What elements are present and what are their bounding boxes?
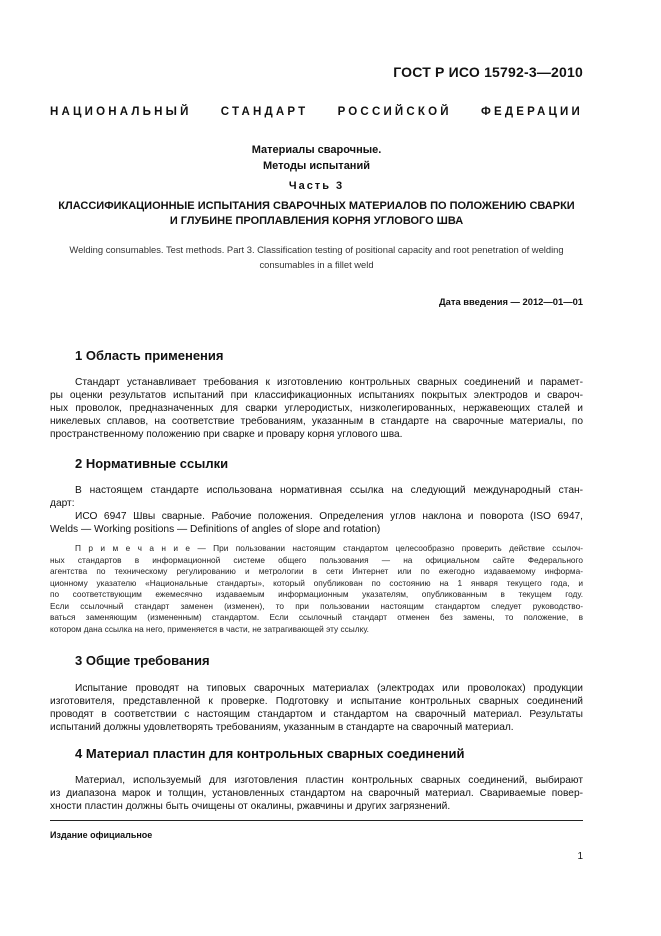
- note-line: Если ссылочный стандарт заменен (изменен), то при пользовании настоящим стандартом следует руководство-: [50, 600, 583, 611]
- note-line: котором дана ссылка на него, применяется в части, не затрагивающей эту ссылку.: [50, 623, 369, 634]
- note-line: агентства по техническому регулированию и метрологии в сети Интернет или по ежегодно издаваемому информа-: [50, 566, 583, 576]
- text-line: Материал, используемый для изготовления пластин контрольных сварных соединений, выбирают: [75, 775, 583, 786]
- official-edition-label: Издание официальное: [50, 830, 153, 840]
- main-title-line: И ГЛУБИНЕ ПРОПЛАВЛЕНИЯ КОРНЯ УГЛОВОГО ШВА: [169, 215, 464, 227]
- footer-divider: [50, 820, 583, 821]
- title-line-1: Материалы сварочные.: [251, 144, 382, 156]
- text-line: Стандарт устанавливает требования к изготовлению контрольных сварных соединений и парамет-: [75, 377, 583, 388]
- section-1-heading: 1 Область применения: [75, 348, 224, 363]
- note-line: ционному указателю «Национальные стандарты», который опубликован по состоянию на 1 января текущего года, и: [50, 577, 583, 588]
- note-line: ных стандартов в информационной системе общего пользования — на официальном сайте Федерального: [50, 554, 583, 565]
- text-line: хности пластин должны быть очищены от окалины, ржавчины и других загрязнений.: [50, 801, 451, 813]
- note-line: по соответствующим ежемесячно издаваемым информационным указателям, опубликованным в текущем году.: [50, 589, 583, 599]
- text-line: из диапазона марок и толщин, установленных стандартом на сварочный материал. Свариваемые повер-: [50, 788, 583, 800]
- date-of-introduction: Дата введения — 2012—01—01: [438, 296, 583, 307]
- text-line: никелевых сплавов, на соответствие требованиям, указанным в стандарте на сварочные материалы, по: [50, 416, 583, 428]
- english-title: [50, 242, 583, 272]
- note-block: [50, 543, 583, 635]
- text-line: Welds — Working positions — Definitions of angles of slope and rotation): [50, 524, 381, 536]
- text-line: проводят в соответствии с настоящим стандартом и стандартом на сварочный материал. Результаты: [50, 709, 583, 721]
- text-line: испытаний должны удовлетворять требованиям, указанным в стандарте на сварочный материал.: [50, 722, 514, 734]
- text-line: дарт:: [50, 498, 75, 510]
- text-line: В настоящем стандарте использована нормативная ссылка на следующий международный стан-: [75, 485, 583, 496]
- section-4-heading: 4 Материал пластин для контрольных сварных соединений: [75, 746, 465, 761]
- text-line: Испытание проводят на типовых сварочных материалах (электродах или проволоках) продукции: [75, 683, 583, 694]
- standard-id: ГОСТ Р ИСО 15792-3—2010: [393, 64, 583, 80]
- section-2-heading: 2 Нормативные ссылки: [75, 456, 229, 471]
- text-line: ных проволок, предназначенных для сварки углеродистых, низколегированных, нержавеющих сталей и: [50, 403, 583, 415]
- section-1-text: [50, 376, 583, 441]
- section-3-text: [50, 682, 583, 734]
- section-4-text: [50, 774, 583, 813]
- part-label: Часть 3: [288, 180, 345, 192]
- main-title-line: КЛАССИФИКАЦИОННЫЕ ИСПЫТАНИЯ СВАРОЧНЫХ МАТЕРИАЛОВ ПО ПОЛОЖЕНИЮ СВАРКИ: [58, 200, 575, 212]
- section-3-heading: 3 Общие требования: [75, 653, 210, 668]
- text-line: изготовителя, представленной к проверке. Подготовку и испытание контрольных сварных соединений: [50, 696, 583, 708]
- note-line: ваться заменяющим (измененным) стандартом. Если ссылочный стандарт отменен без замены, то положение, в: [50, 612, 583, 622]
- english-title-line: consumables in a fillet weld: [259, 259, 374, 270]
- note-line: П р и м е ч а н и е — При пользовании настоящим стандартом целесообразно проверить действие ссылоч-: [75, 543, 583, 553]
- title-line-2: Методы испытаний: [263, 160, 370, 172]
- text-line: ИСО 6947 Швы сварные. Рабочие положения. Определения углов наклона и поворота (ISO 6947,: [75, 511, 583, 523]
- english-title-line: Welding consumables. Test methods. Part 3. Classification testing of positional capacity and root penetration of welding: [69, 244, 564, 255]
- page-number: 1: [577, 851, 583, 862]
- text-line: ры оценки результатов испытаний при классификационных испытаниях покрытых электродов и свароч-: [50, 390, 583, 402]
- main-title: [50, 199, 583, 229]
- section-2-text: [50, 484, 583, 536]
- text-line: пространственному положению при сварке и провару корня углового шва.: [50, 429, 403, 441]
- national-standard-banner: НАЦИОНАЛЬНЫЙ СТАНДАРТ РОССИЙСКОЙ ФЕДЕРАЦИИ: [50, 106, 583, 118]
